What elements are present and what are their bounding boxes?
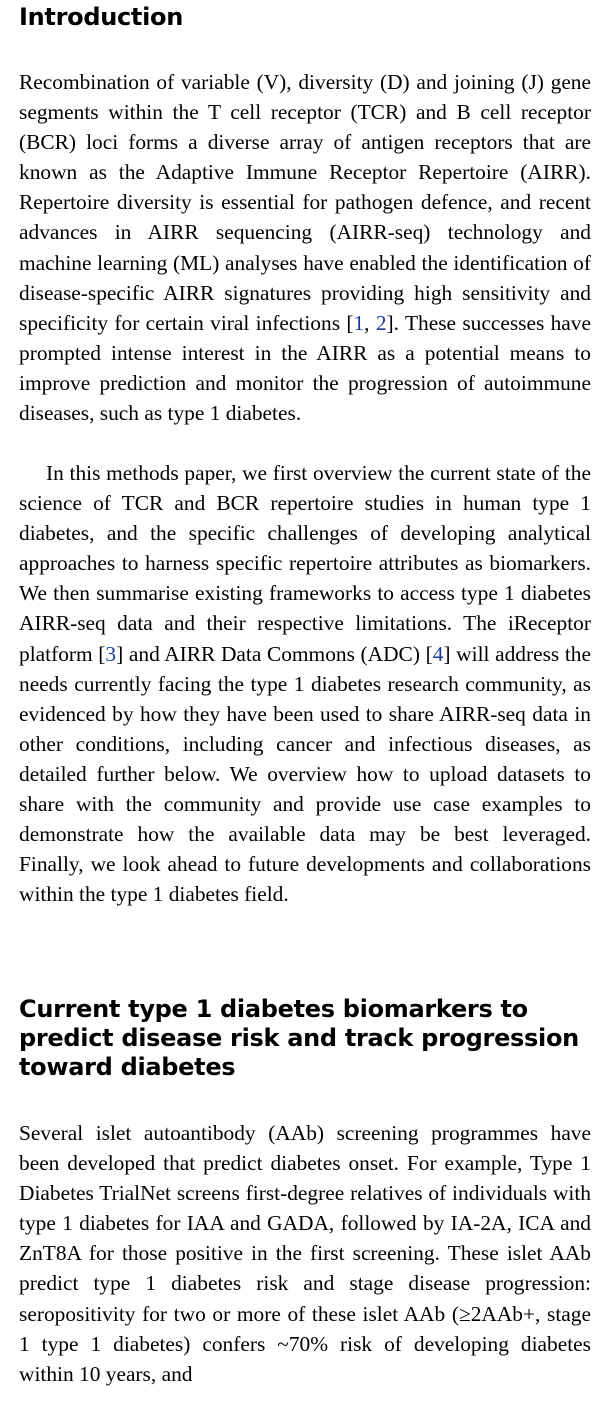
body-text: Recombination of variable (V), diversity (D) and joining (J) gene segments within the T cell receptor (TCR) and B cell receptor (BCR) loci forms a diverse array of antigen receptors that are known as the Adaptive Immune Receptor Repertoire (AIRR). Repertoire diversity is essential for pathogen defence, and recent advances in AIRR sequencing (AIRR-seq) technology and machine learning (ML) analyses have enabled the identification of disease-specific AIRR signatures providing high sensitivity and specificity for certain viral infections [ [19, 70, 591, 335]
citation-link-3[interactable]: 3 [105, 641, 117, 666]
section-heading-introduction: Introduction [19, 3, 183, 31]
citation-link-1[interactable]: 1 [353, 310, 365, 335]
body-text: ] will address the needs currently facing the type 1 diabetes research community, as evidenced by how they have been used to share AIRR-seq data in other conditions, including cancer and infectious diseases, as detailed further below. We overview how to upload datasets to share with the community and provide use case examples to demonstrate how the available data may be best leveraged. Finally, we look ahead to future developments and collaborations within the type 1 diabetes field. [19, 641, 591, 907]
citation-link-2[interactable]: 2 [375, 310, 387, 335]
introduction-paragraph-1 [19, 67, 591, 428]
biomarkers-paragraph-1 [19, 1118, 591, 1389]
body-text: Several islet autoantibody (AAb) screening programmes have been developed that predict diabetes onset. For example, Type 1 Diabetes TrialNet screens first-degree relatives of individuals with type 1 diabetes for IAA and GADA, followed by IA-2A, ICA and ZnT8A for those positive in the first screening. These islet AAb predict type 1 diabetes risk and stage disease progression: seropositivity for two or more of these islet AAb (≥2AAb+, stage 1 type 1 diabetes) confers ~70% risk of developing diabetes within 10 years, and [19, 1121, 591, 1386]
citation-link-4[interactable]: 4 [432, 641, 444, 666]
body-text: , [364, 310, 376, 335]
body-text: ] and AIRR Data Commons (ADC) [ [116, 641, 433, 666]
section-heading-biomarkers: Current type 1 diabetes biomarkers to predict disease risk and track progression toward diabetes [19, 995, 579, 1081]
body-text: In this methods paper, we first overview the current state of the science of TCR and BCR repertoire studies in human type 1 diabetes, and the specific challenges of developing analytical approaches to harness specific repertoire attributes as biomarkers. We then summarise existing frameworks to access type 1 diabetes AIRR-seq data and their respective limitations. The iReceptor platform [ [19, 461, 591, 666]
introduction-paragraph-2 [19, 458, 591, 909]
body-text: ]. These successes have prompted intense interest in the AIRR as a potential means to improve prediction and monitor the progression of autoimmune diseases, such as type 1 diabetes. [19, 310, 591, 426]
